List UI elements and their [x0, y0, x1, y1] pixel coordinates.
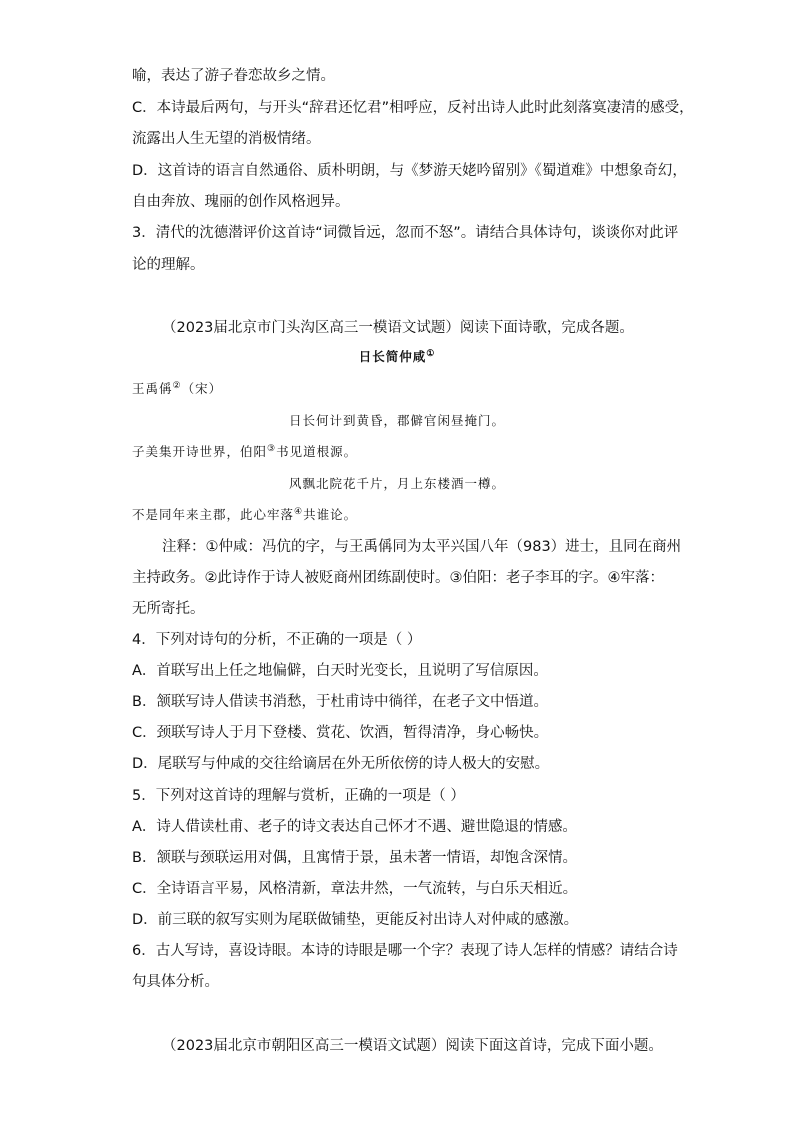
- footnote-marker: ①: [426, 348, 436, 359]
- poem-verse-4: [132, 505, 672, 525]
- section-intro: （2023届北京市朝阳区高三一模语文试题）阅读下面这首诗，完成下面小题。: [162, 1038, 663, 1054]
- option-c: C．本诗最后两句，与开头“辞君还忆君”相呼应，反衬出诗人此时此刻落寞凄清的感受，: [132, 100, 694, 116]
- option-b: B．颔联与颈联运用对偶，且寓情于景，虽未著一情语，却饱含深情。: [132, 850, 577, 866]
- poem-verse-3: 风飘北院花千片，月上东楼酒一樽。: [288, 476, 505, 491]
- poem-title: [0, 347, 794, 367]
- verse-text: 书见道根源。: [276, 444, 358, 459]
- option-d: D．尾联写与仲咸的交往给谪居在外无所依傍的诗人极大的安慰。: [132, 756, 550, 772]
- poem-author: [132, 379, 672, 399]
- annotation: 注释：①仲咸：冯伉的字，与王禹偁同为太平兴国八年（983）进士，且同在商州: [162, 539, 682, 555]
- author-name: 王禹偁: [132, 381, 173, 396]
- footnote-marker: ④: [294, 506, 304, 517]
- question-3-cont: 论的理解。: [132, 257, 205, 273]
- option-d: D．这首诗的语言自然通俗、质朴明朗，与《梦游天姥吟留别》《蜀道难》中想象奇幻，: [132, 163, 687, 179]
- option-a: A．首联写出上任之地偏僻，白天时光变长，且说明了写信原因。: [132, 663, 548, 679]
- footnote-marker: ②: [172, 380, 182, 391]
- question-5: 5．下列对这首诗的理解与赏析，正确的一项是（ ）: [132, 788, 465, 804]
- option-c: C．全诗语言平易，风格清新，章法井然，一气流转，与白乐天相近。: [132, 881, 578, 897]
- question-6: 6．古人写诗，喜设诗眼。本诗的诗眼是哪一个字？表现了诗人怎样的情感？请结合诗: [132, 943, 678, 959]
- footnote-marker: ③: [267, 443, 277, 454]
- option-a: A．诗人借读杜甫、老子的诗文表达自己怀才不遇、避世隐退的情感。: [132, 819, 577, 835]
- option-b: B．颔联写诗人借读书消愁，于杜甫诗中徜徉，在老子文中悟道。: [132, 694, 548, 710]
- poem-verse-1: 日长何计到黄昏，郡僻官闲昼掩门。: [288, 413, 505, 428]
- poem-verse-2: [132, 442, 672, 462]
- question-3: 3．清代的沈德潜评价这首诗“词微旨远，忽而不怒”。请结合具体诗句，谈谈你对此评: [132, 225, 679, 241]
- annotation-cont: 主持政务。②此诗作于诗人被贬商州团练副使时。③伯阳：老子李耳的字。④牢落：: [132, 570, 664, 586]
- verse-text: 子美集开诗世界，伯阳: [132, 444, 268, 459]
- verse-text: 共谁论。: [303, 507, 358, 522]
- author-dynasty: （宋）: [181, 381, 223, 396]
- verse-text: 不是同年来主郡，此心牢落: [132, 507, 295, 522]
- annotation-cont: 无所寄托。: [132, 601, 205, 617]
- option-d: D．前三联的叙写实则为尾联做铺垫，更能反衬出诗人对仲咸的感激。: [132, 912, 579, 928]
- text-line: 喻，表达了游子眷恋故乡之情。: [132, 68, 335, 84]
- option-d-cont: 自由奔放、瑰丽的创作风格迥异。: [132, 194, 350, 210]
- question-4: 4．下列对诗句的分析，不正确的一项是（ ）: [132, 632, 422, 648]
- poem-title-text: 日长简仲咸: [358, 349, 427, 364]
- option-c: C．颈联写诗人于月下登楼、赏花、饮酒，暂得清净，身心畅快。: [132, 725, 549, 741]
- question-6-cont: 句具体分析。: [132, 974, 219, 990]
- section-intro: （2023届北京市门头沟区高三一模语文试题）阅读下面诗歌，完成各题。: [162, 320, 634, 336]
- option-c-cont: 流露出人生无望的消极情绪。: [132, 131, 321, 147]
